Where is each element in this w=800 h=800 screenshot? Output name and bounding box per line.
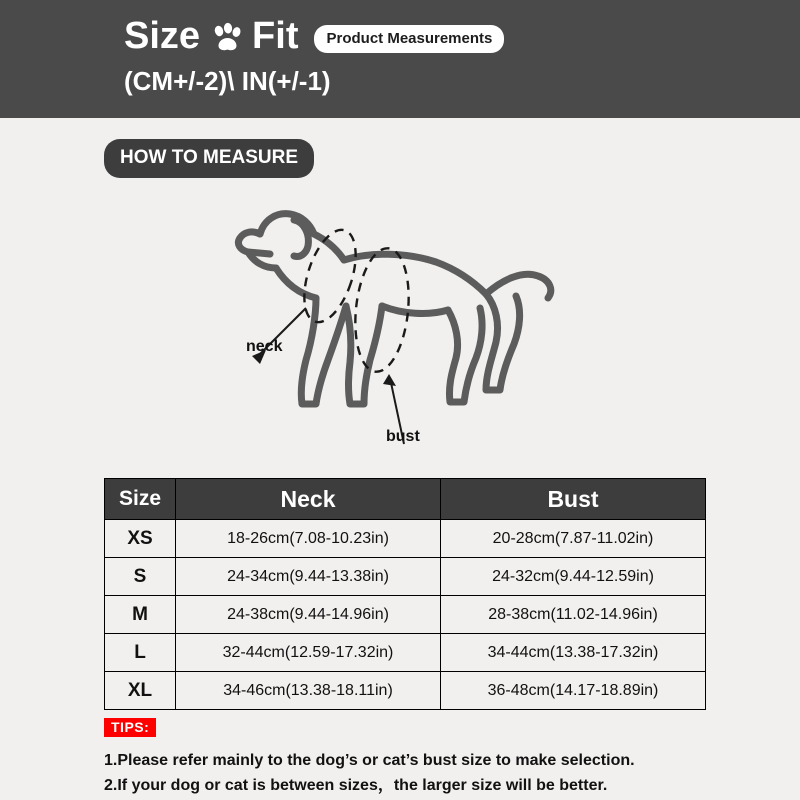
- table-header-row: [105, 479, 706, 520]
- table-row: [105, 520, 706, 558]
- tips-line: 2.If your dog or cat is between sizes，the larger size will be better.: [104, 777, 608, 794]
- cell-neck: 18-26cm(7.08-10.23in): [176, 520, 441, 558]
- size-table-wrap: [104, 478, 696, 710]
- measure-diagram: [190, 190, 620, 460]
- cell-size: M: [105, 596, 176, 634]
- tips-badge: TIPS:: [104, 718, 156, 737]
- neck-label: neck: [246, 338, 283, 355]
- cell-neck: 24-38cm(9.44-14.96in): [176, 596, 441, 634]
- cell-bust: 24-32cm(9.44-12.59in): [441, 558, 706, 596]
- product-measurements-badge: Product Measurements: [314, 25, 504, 53]
- cell-neck: 24-34cm(9.44-13.38in): [176, 558, 441, 596]
- table-row: [105, 596, 706, 634]
- cell-bust: 28-38cm(11.02-14.96in): [441, 596, 706, 634]
- paw-print-icon: [210, 21, 244, 55]
- cell-size: XS: [105, 520, 176, 558]
- size-table: [104, 478, 706, 710]
- cell-size: L: [105, 634, 176, 672]
- table-row: [105, 634, 706, 672]
- tips-line: 1.Please refer mainly to the dog’s or cat’s bust size to make selection.: [104, 752, 635, 769]
- tips-list: [104, 748, 764, 798]
- how-to-measure-badge: HOW TO MEASURE: [104, 139, 314, 178]
- cell-bust: 20-28cm(7.87-11.02in): [441, 520, 706, 558]
- cell-bust: 34-44cm(13.38-17.32in): [441, 634, 706, 672]
- cell-neck: 32-44cm(12.59-17.32in): [176, 634, 441, 672]
- cell-neck: 34-46cm(13.38-18.11in): [176, 672, 441, 710]
- cell-bust: 36-48cm(14.17-18.89in): [441, 672, 706, 710]
- table-row: [105, 558, 706, 596]
- cell-size: S: [105, 558, 176, 596]
- units-note: (CM+/-2)\ IN(+/-1): [124, 66, 331, 96]
- bust-label: bust: [386, 428, 420, 445]
- table-header-size: Size: [105, 479, 176, 520]
- page-title-secondary: Fit: [252, 15, 299, 57]
- page-title: Size: [124, 15, 201, 57]
- cell-size: XL: [105, 672, 176, 710]
- table-header-neck: Neck: [176, 479, 441, 520]
- table-header-bust: Bust: [441, 479, 706, 520]
- table-row: [105, 672, 706, 710]
- header-title-row: [124, 14, 504, 58]
- page-header: [0, 0, 800, 118]
